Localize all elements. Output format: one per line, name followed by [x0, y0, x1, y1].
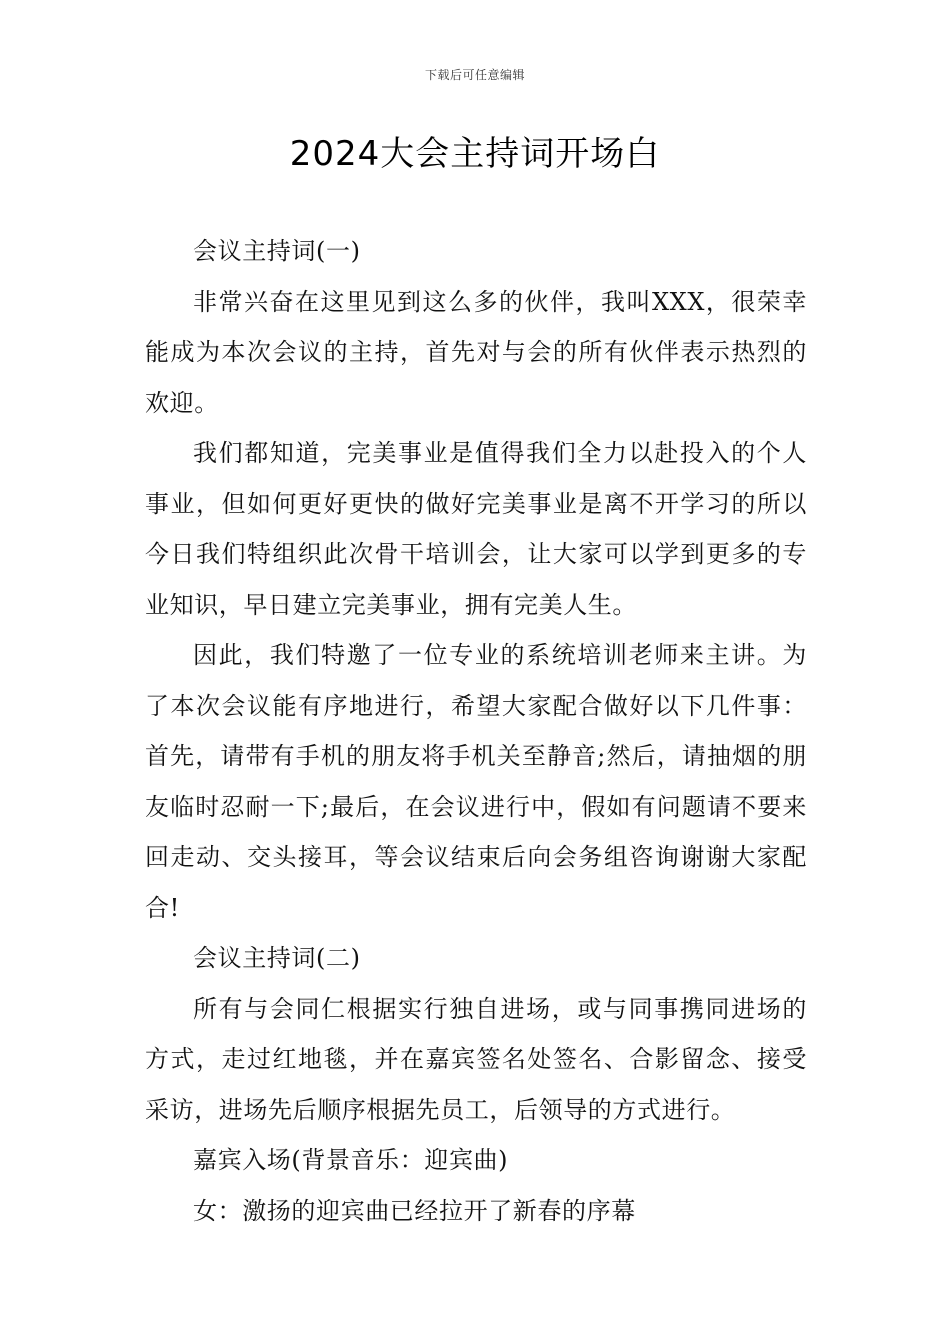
header-note: 下载后可任意编辑 [424, 68, 525, 82]
document-title: 2024大会主持词开场白 [289, 134, 661, 174]
paragraph: 非常兴奋在这里见到这么多的伙伴，我叫XXX，很荣幸能成为本次会议的主持，首先对与会的所有伙伴表示热烈的欢迎。 [145, 287, 807, 417]
paragraph: 女：激扬的迎宾曲已经拉开了新春的序幕 [193, 1196, 636, 1225]
paragraph: 嘉宾入场(背景音乐：迎宾曲) [193, 1146, 509, 1174]
paragraph: 我们都知道，完美事业是值得我们全力以赴投入的个人事业，但如何更好更快的做好完美事业是离不开学习的所以今日我们特组织此次骨干培训会，让大家可以学到更多的专业知识，早日建立完美事业，拥有完美人生。 [145, 439, 807, 619]
section-heading-1: 会议主持词(一) [193, 237, 361, 265]
document-body [145, 226, 807, 1236]
paragraph: 所有与会同仁根据实行独自进场，或与同事携同进场的方式，走过红地毯，并在嘉宾签名处签名、合影留念、接受采访，进场先后顺序根据先员工，后领导的方式进行。 [145, 994, 807, 1124]
paragraph: 因此，我们特邀了一位专业的系统培训老师来主讲。为了本次会议能有序地进行，希望大家配合做好以下几件事：首先，请带有手机的朋友将手机关至静音;然后，请抽烟的朋友临时忍耐一下;最后，在会议进行中，假如有问题请不要来回走动、交头接耳，等会议结束后向会务组咨询谢谢大家配合! [145, 641, 807, 922]
section-heading-2: 会议主持词(二) [193, 944, 361, 972]
